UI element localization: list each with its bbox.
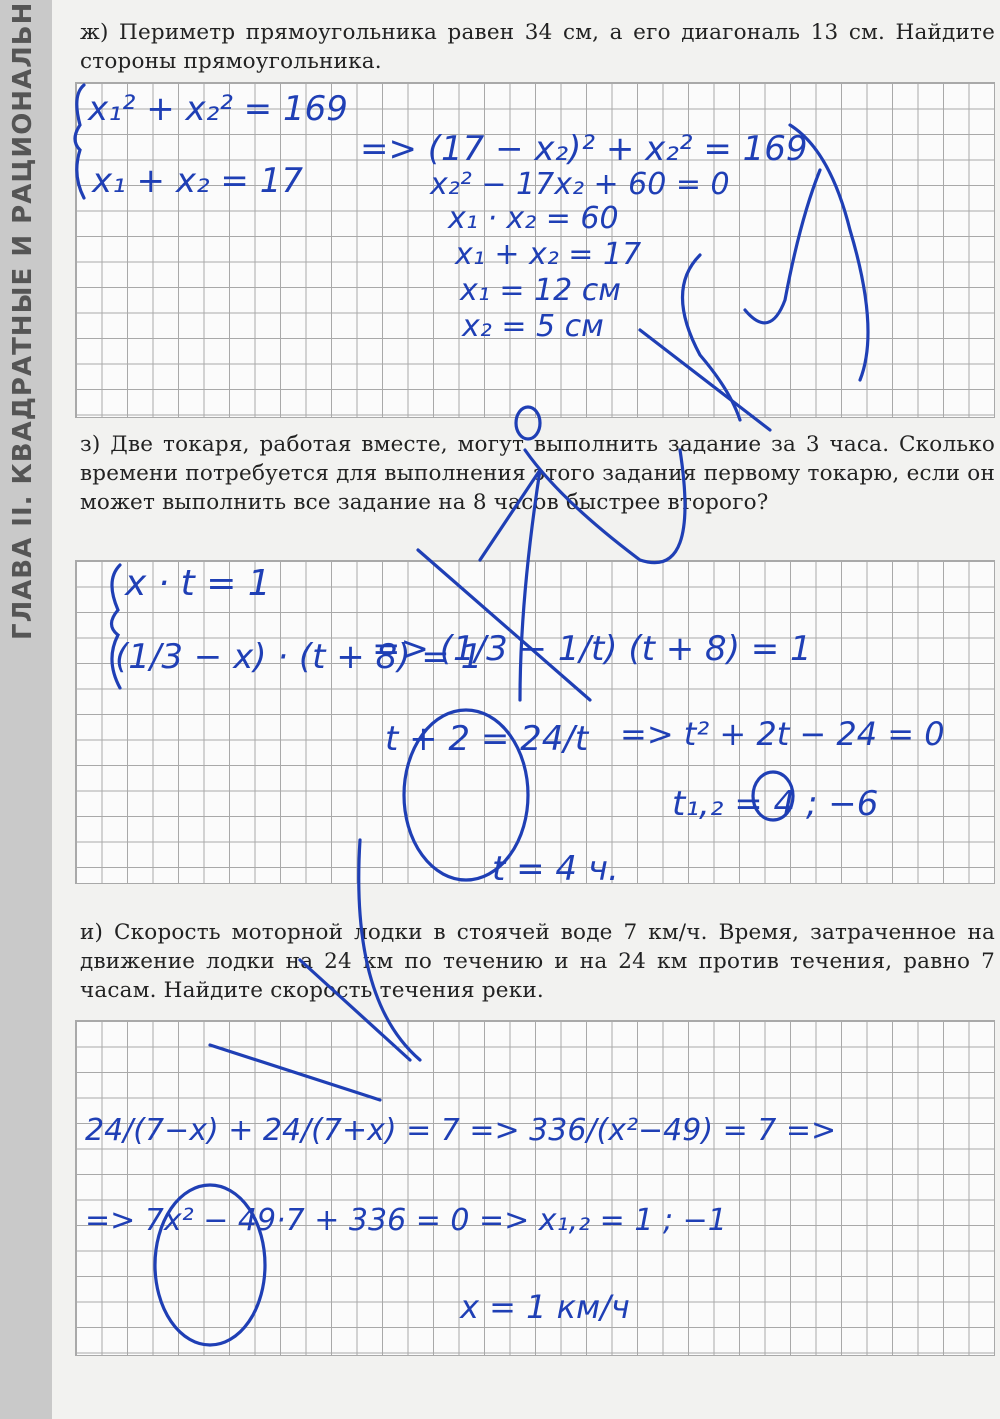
chapter-title-text xyxy=(8,604,38,640)
problem-i-text: и) Скорость моторной лодки в стоячей воде 7 км/ч. Время, затраченное на движение лодки на 24 км по течению и на 24 км против течения, равно 7 часам. Найдите скорость течения реки. xyxy=(80,920,995,1003)
problem-z-text: з) Две токаря, работая вместе, могут выполнить задание за 3 часа. Сколько времени потребуется для выполнения этого задания первому токарю, если он может выполнить все задание на 8 часов быстрее второго? xyxy=(80,432,995,515)
hw-z-eq2: (1/3 − x) · (t + 8) = 1 xyxy=(115,637,483,677)
problem-zh-text: ж) Периметр прямоугольника равен 34 см, а его диагональ 13 см. Найдите стороны прямоугольника. xyxy=(80,20,995,74)
hw-zh-s5: x₁ = 12 см xyxy=(460,273,621,308)
hw-i-s2: => 7x² − 49·7 + 336 = 0 => x₁,₂ = 1 ; −1 xyxy=(85,1203,727,1238)
hw-zh-eq2: x₁ + x₂ = 17 xyxy=(92,161,303,201)
hw-zh-s2: x₂² − 17x₂ + 60 = 0 xyxy=(430,167,730,202)
hw-z-s2: t + 2 = 24/t xyxy=(385,719,589,759)
hw-z-s5: t = 4 ч. xyxy=(492,849,619,889)
hw-zh-s3: x₁ · x₂ = 60 xyxy=(448,201,619,236)
hw-z-s3: => t² + 2t − 24 = 0 xyxy=(620,715,945,753)
hw-z-s4: t₁,₂ = 4 ; −6 xyxy=(672,784,879,824)
hw-i-s1: 24/(7−x) + 24/(7+x) = 7 => 336/(x²−49) = 7 => xyxy=(85,1113,837,1148)
hw-zh-s6: x₂ = 5 см xyxy=(462,309,604,344)
hw-z-eq1: x · t = 1 xyxy=(125,563,271,604)
answer-grid-i xyxy=(75,1020,995,1356)
hw-zh-eq1: x₁² + x₂² = 169 xyxy=(88,89,348,129)
hw-z-s1: => (1/3 − 1/t) (t + 8) = 1 xyxy=(372,629,812,669)
answer-grid-z xyxy=(75,560,995,884)
hw-zh-s4: x₁ + x₂ = 17 xyxy=(455,237,642,272)
hw-i-s3: x = 1 км/ч xyxy=(460,1288,630,1326)
answer-grid-zh xyxy=(75,82,995,418)
hw-zh-s1: => (17 − x₂)² + x₂² = 169 xyxy=(360,129,808,169)
